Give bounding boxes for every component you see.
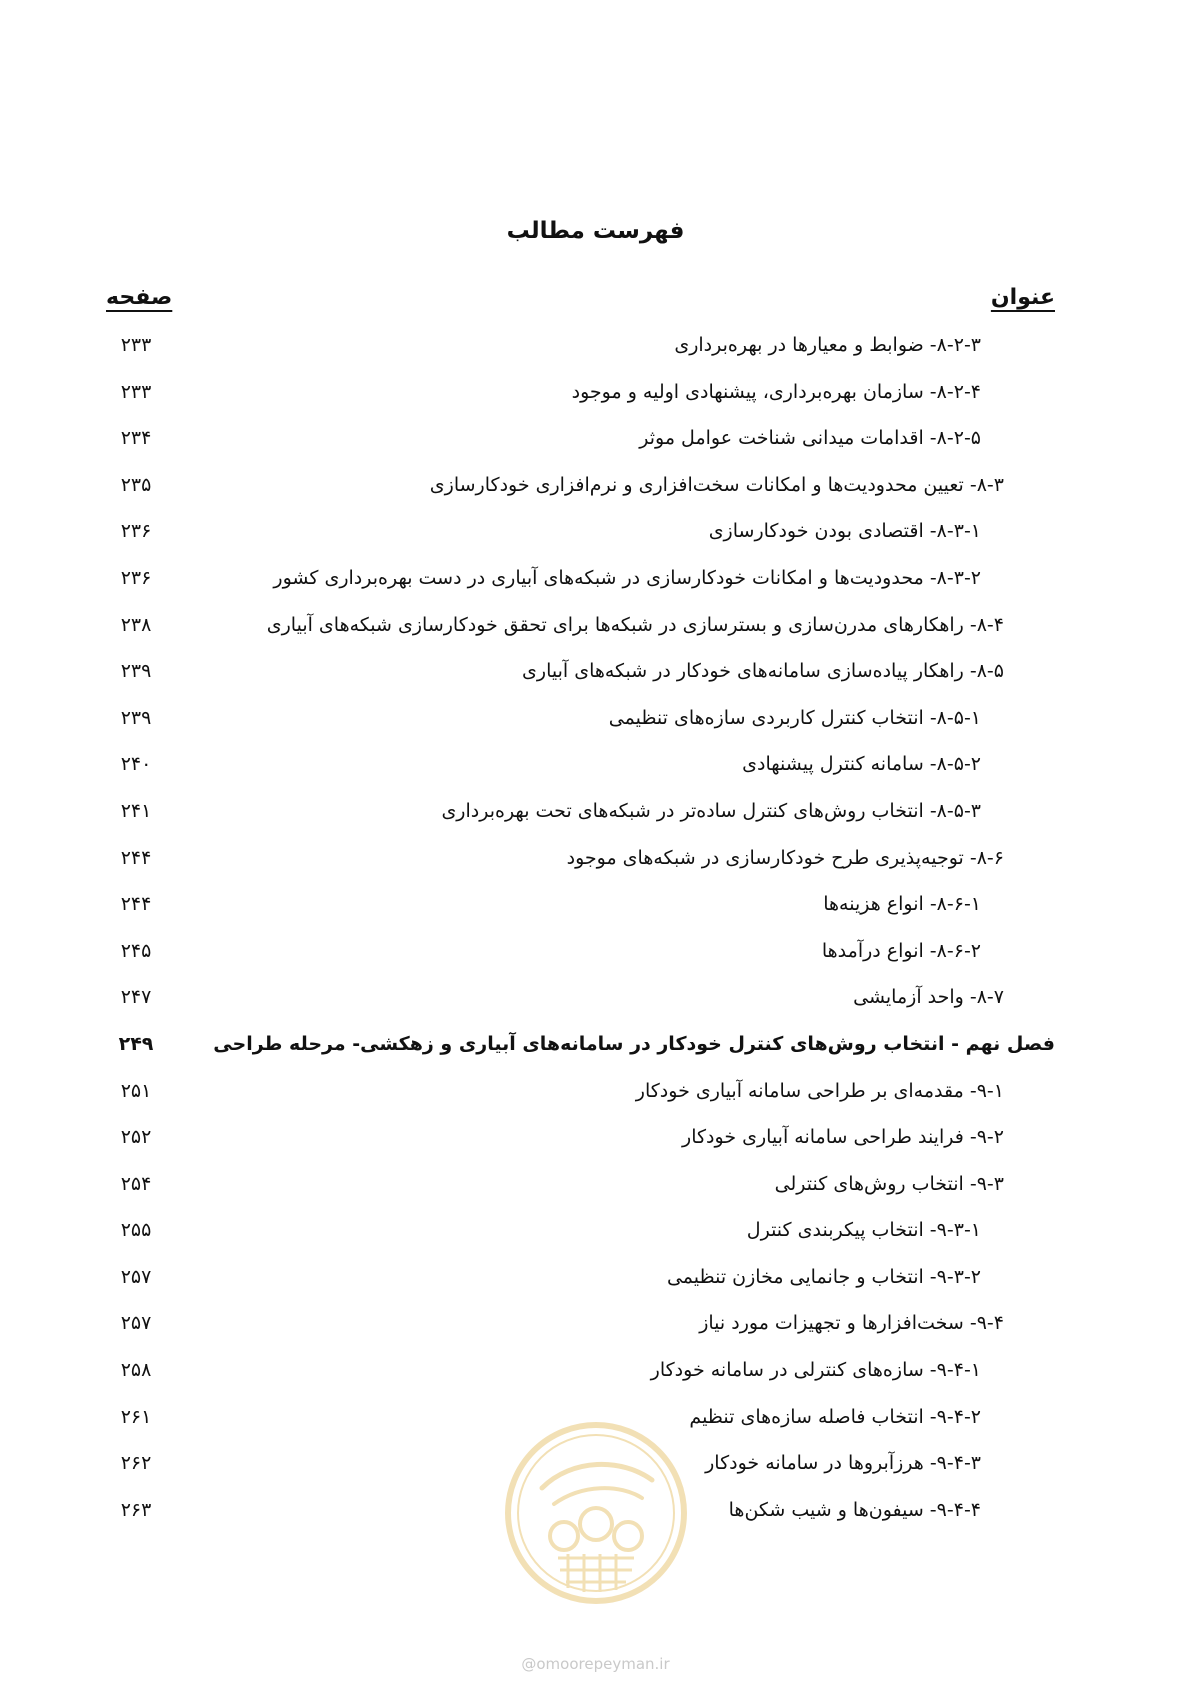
toc-entry-title: ۸-۲-۴- سازمان بهره‌برداری، پیشنهادی اولیه و موجود <box>571 380 981 403</box>
watermark-caption: @omoorepeyman.ir <box>521 1655 670 1673</box>
toc-entry-page: ۲۶۳ <box>120 1498 152 1521</box>
toc-entry-page: ۲۵۲ <box>120 1126 152 1149</box>
toc-entry[interactable] <box>0 1308 1191 1355</box>
toc-entry[interactable] <box>0 1076 1191 1123</box>
toc-entry-page: ۲۴۱ <box>120 799 152 822</box>
toc-entry-title: ۸-۳-۱- اقتصادی بودن خودکارسازی <box>708 520 981 543</box>
toc-entry-page: ۲۵۷ <box>120 1312 152 1335</box>
toc-entry-title: ۹-۴-۴- سیفون‌ها و شیب شکن‌ها <box>728 1498 981 1521</box>
toc-entry[interactable] <box>0 1122 1191 1169</box>
toc-entry[interactable] <box>0 1215 1191 1262</box>
toc-entry-page: ۲۶۲ <box>120 1452 152 1475</box>
page-title: فهرست مطالب <box>506 218 685 244</box>
toc-entry[interactable] <box>0 936 1191 983</box>
toc-entry-page: ۲۳۶ <box>120 566 152 589</box>
toc-entry[interactable] <box>0 889 1191 936</box>
table-of-contents <box>0 330 1191 1541</box>
toc-entry[interactable] <box>0 563 1191 610</box>
toc-entry[interactable] <box>0 703 1191 750</box>
toc-entry-page: ۲۳۳ <box>120 334 152 356</box>
toc-entry-page: ۲۳۳ <box>120 380 152 403</box>
toc-entry-page: ۲۳۴ <box>120 427 152 450</box>
toc-entry-title: ۸-۵-۱- انتخاب کنترل کاربردی سازه‌های تنظیمی <box>608 706 981 729</box>
toc-entry-page: ۲۳۹ <box>120 706 152 729</box>
toc-entry-page: ۲۳۶ <box>120 520 152 543</box>
toc-entry-page: ۲۵۸ <box>120 1359 152 1382</box>
toc-entry-page: ۲۳۵ <box>120 473 152 496</box>
toc-entry-page: ۲۳۸ <box>120 613 152 636</box>
toc-entry[interactable] <box>0 330 1191 377</box>
toc-entry-page: ۲۴۰ <box>120 753 152 776</box>
toc-entry-title: ۹-۱- مقدمه‌ای بر طراحی سامانه آبیاری خودکار <box>635 1079 1004 1102</box>
toc-entry-title: ۹-۳-۱- انتخاب پیکربندی کنترل <box>746 1219 981 1242</box>
toc-entry[interactable] <box>0 656 1191 703</box>
toc-entry-title: فصل نهم - انتخاب روش‌های کنترل خودکار در سامانه‌های آبیاری و زهکشی- مرحله طراحی <box>213 1032 1055 1055</box>
toc-entry-page: ۲۵۵ <box>120 1219 152 1242</box>
toc-entry-title: ۹-۳- انتخاب روش‌های کنترلی <box>774 1172 1004 1195</box>
toc-entry-title: ۸-۶- توجیه‌پذیری طرح خودکارسازی در شبکه‌های موجود <box>566 846 1004 869</box>
toc-entry[interactable] <box>0 796 1191 843</box>
toc-entry[interactable] <box>0 470 1191 517</box>
toc-entry-title: ۹-۳-۲- انتخاب و جانمایی مخازن تنظیمی <box>666 1265 981 1288</box>
title-column-header: عنوان <box>990 285 1055 310</box>
toc-entry-page: ۲۵۴ <box>120 1172 152 1195</box>
page-column-header: صفحه <box>106 285 173 310</box>
toc-entry[interactable] <box>0 377 1191 424</box>
toc-entry[interactable] <box>0 982 1191 1029</box>
toc-entry-page: ۲۳۹ <box>120 660 152 683</box>
toc-entry-title: ۹-۲- فرایند طراحی سامانه آبیاری خودکار <box>682 1126 1004 1149</box>
toc-entry-title: ۹-۴-۳- هرزآبروها در سامانه خودکار <box>705 1452 981 1475</box>
toc-entry-title: ۸-۵-۳- انتخاب روش‌های کنترل ساده‌تر در شبکه‌های تحت بهره‌برداری <box>441 799 981 822</box>
toc-entry-title: ۹-۴- سخت‌افزارها و تجهیزات مورد نیاز <box>699 1312 1004 1335</box>
toc-entry-title: ۸-۴- راهکارهای مدرن‌سازی و بسترسازی در شبکه‌ها برای تحقق خودکارسازی شبکه‌های آبیاری <box>266 613 1004 636</box>
toc-entry-page: ۲۴۵ <box>120 939 152 962</box>
watermark-logo <box>502 1418 690 1608</box>
toc-entry-page: ۲۴۹ <box>118 1032 154 1055</box>
toc-entry-page: ۲۴۷ <box>120 986 152 1009</box>
toc-chapter-entry[interactable] <box>0 1029 1191 1076</box>
toc-entry-title: ۸-۵- راهکار پیاده‌سازی سامانه‌های خودکار در شبکه‌های آبیاری <box>522 660 1004 683</box>
toc-entry-title: ۸-۶-۲- انواع درآمدها <box>821 939 981 962</box>
toc-entry-title: ۹-۴-۲- انتخاب فاصله سازه‌های تنظیم <box>689 1405 981 1428</box>
toc-entry[interactable] <box>0 843 1191 890</box>
toc-entry-title: ۸-۷- واحد آزمایشی <box>853 986 1004 1009</box>
toc-entry[interactable] <box>0 516 1191 563</box>
toc-entry[interactable] <box>0 1355 1191 1402</box>
toc-entry[interactable] <box>0 749 1191 796</box>
toc-entry-title: ۸-۳- تعیین محدودیت‌ها و امکانات سخت‌افزاری و نرم‌افزاری خودکارسازی <box>429 473 1004 496</box>
toc-entry-title: ۸-۳-۲- محدودیت‌ها و امکانات خودکارسازی در شبکه‌های آبیاری در دست بهره‌برداری کشور <box>273 566 981 589</box>
toc-entry[interactable] <box>0 1169 1191 1216</box>
toc-entry-title: ۸-۲-۵- اقدامات میدانی شناخت عوامل موثر <box>639 427 981 450</box>
toc-entry-page: ۲۴۴ <box>120 893 152 916</box>
toc-entry-title: ۸-۶-۱- انواع هزینه‌ها <box>823 893 981 916</box>
toc-entry-page: ۲۵۷ <box>120 1265 152 1288</box>
toc-entry[interactable] <box>0 610 1191 657</box>
toc-entry-title: ۹-۴-۱- سازه‌های کنترلی در سامانه خودکار <box>650 1359 981 1382</box>
toc-entry-page: ۲۵۱ <box>120 1079 152 1102</box>
toc-entry-page: ۲۴۴ <box>120 846 152 869</box>
toc-entry-page: ۲۶۱ <box>120 1405 152 1428</box>
toc-entry[interactable] <box>0 423 1191 470</box>
toc-entry-title: ۸-۵-۲- سامانه کنترل پیشنهادی <box>742 753 981 776</box>
toc-entry-title: ۸-۲-۳- ضوابط و معیارها در بهره‌برداری <box>674 334 981 356</box>
toc-entry[interactable] <box>0 1262 1191 1309</box>
